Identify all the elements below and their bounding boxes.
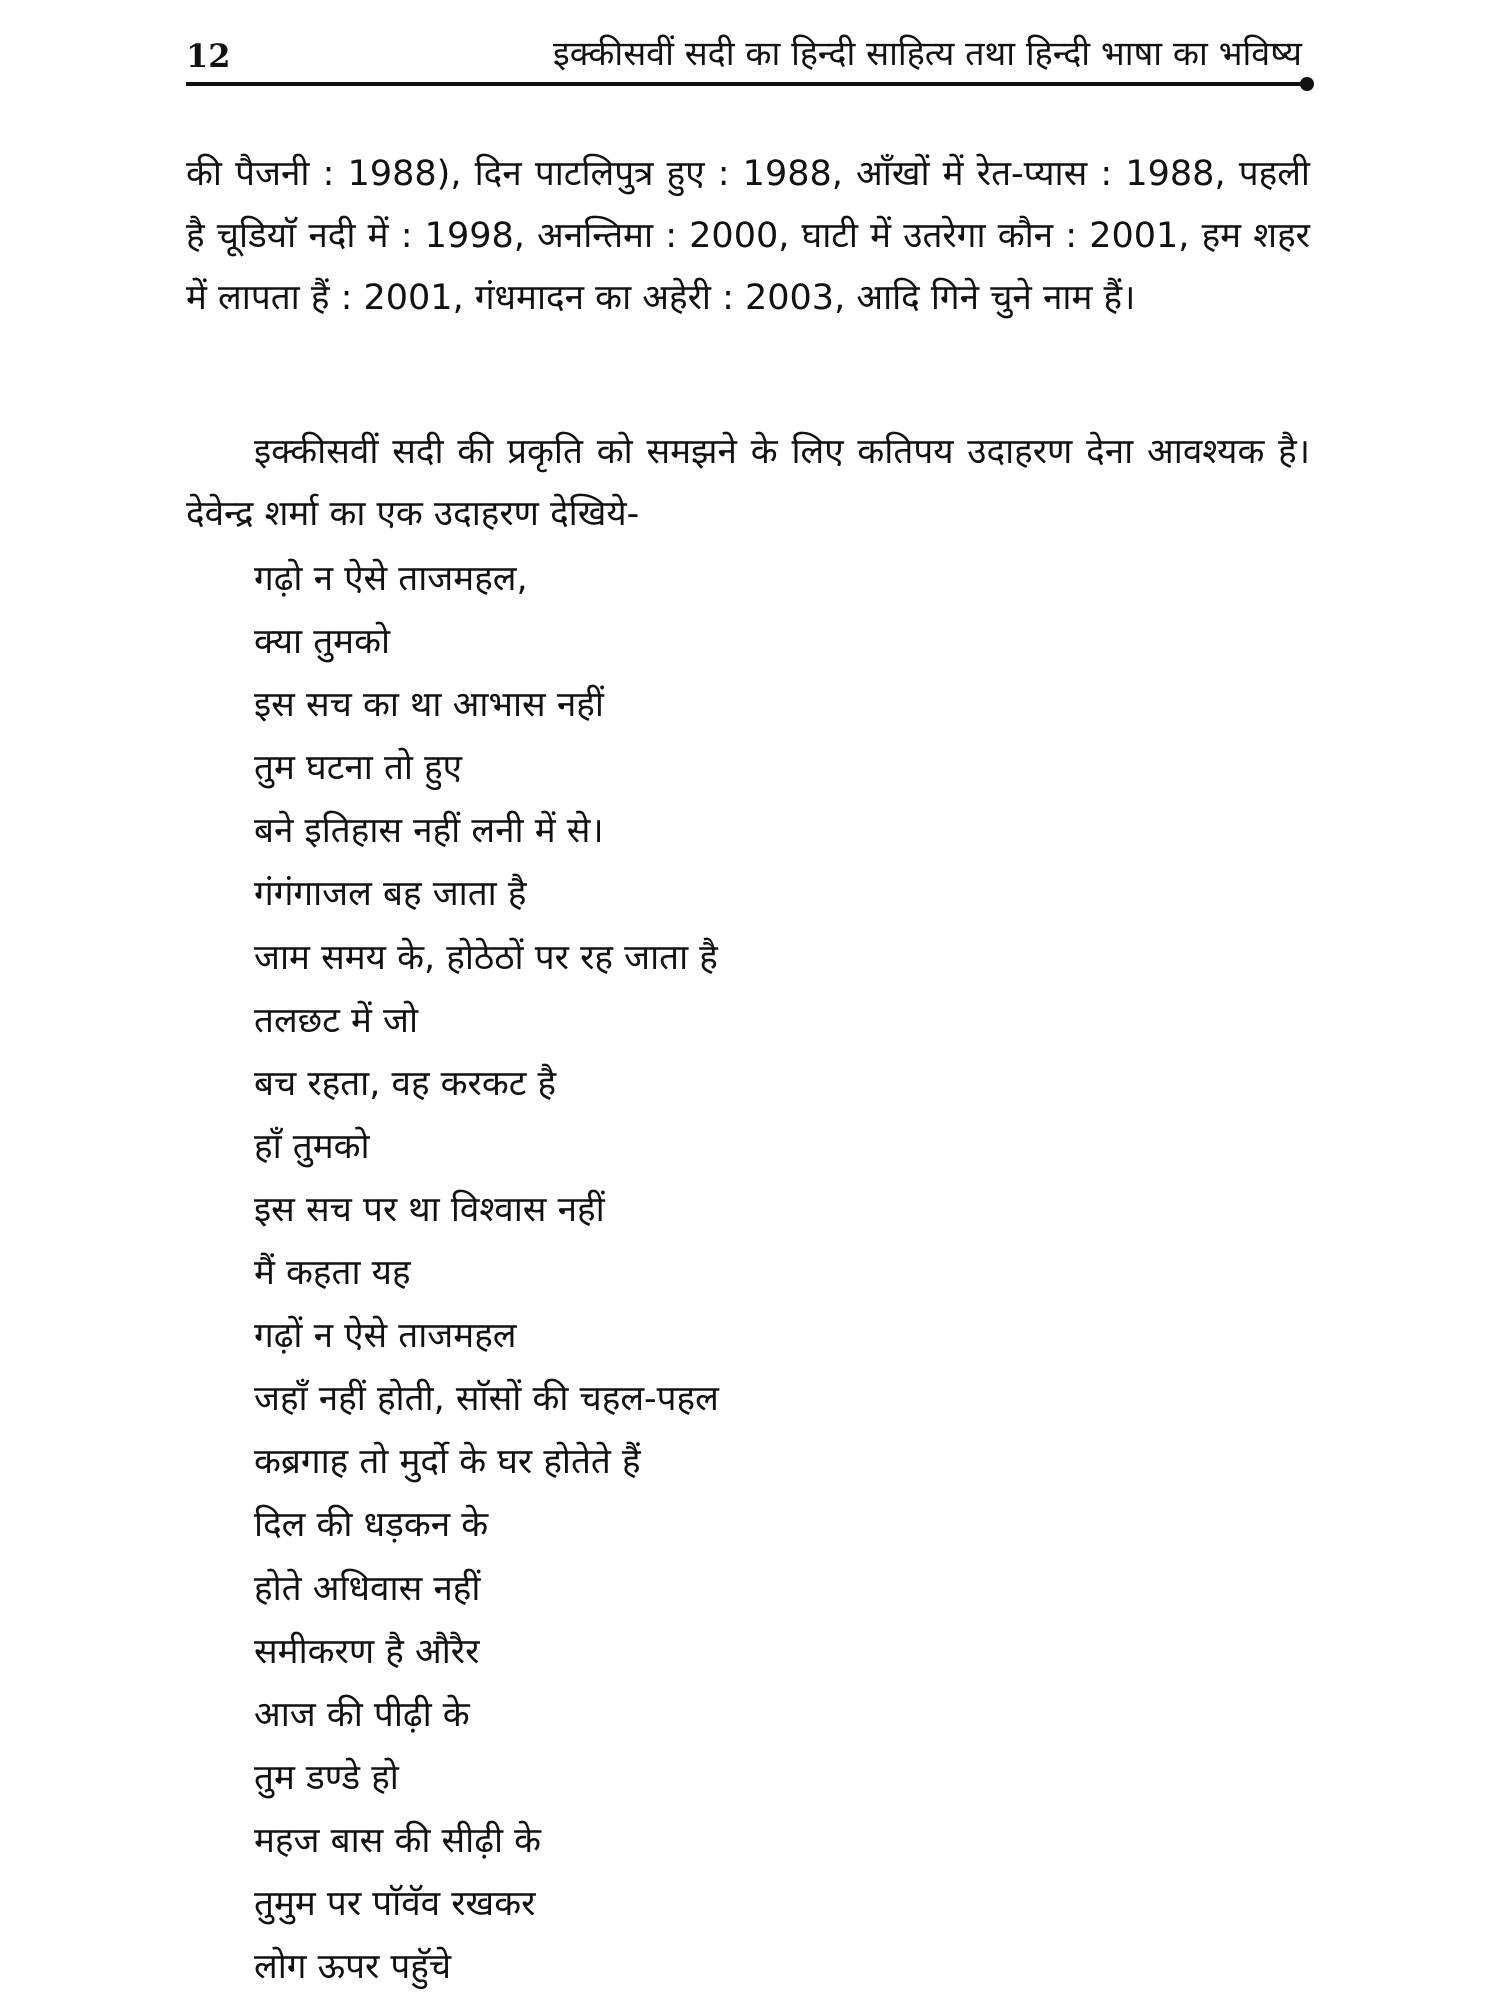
poem-line: तलछट में जो [254,1000,419,1041]
poem-line: तुम घटना तो हुए [254,748,463,789]
poem-line: कब्रगाह तो मुर्दो के घर होतेते हैं [254,1442,641,1483]
poem-line: जाम समय के, होठेठों पर रह जाता है [254,937,718,978]
poem-line: गढ़ों न ऐसे ताजमहल [254,1316,517,1357]
poem-line: हाँ तुमको [254,1126,370,1167]
poem-line: बने इतिहास नहीं लनी में से। [254,811,604,852]
poem-line: आज की पीढ़ी के [254,1694,470,1735]
paragraph-book-list: की पैजनी : 1988), दिन पाटलिपुत्र हुए : 1988, आँखों में रेत-प्यास : 1988, पहली है चूडियाॅ नदी में : 1998, अनन्तिमा : 2000, घाटी में उतरेगा कौन : 2001, हम शहर में लापता हैं : 2001, गंधमादन का अहेरी : 2003, आदि गिने चुने नाम हैं। [186,154,1310,318]
poem-line: मैं कहता यह [254,1253,411,1294]
running-title: इक्कीसवीं सदी का हिन्दी साहित्य तथा हिन्दी भाषा का भविष्य [553,34,1302,74]
header-rule-dot [1300,77,1314,91]
poem-line: गंगंगाजल बह जाता है [254,874,527,915]
poem-line: क्या तुमको [254,622,391,663]
poem-line: इस सच का था आभास नहीं [254,685,604,726]
poem-quote [254,548,1254,1999]
poem-line: इस सच पर था विश्वास नहीं [254,1189,605,1230]
poem-line: बच रहता, वह करकट है [254,1063,557,1104]
poem-line: तुम डण्डे हो [254,1757,399,1798]
page-header [186,28,1310,78]
header-rule [186,82,1306,86]
poem-line: होते अधिवास नहीं [254,1568,481,1609]
poem-line: तुमुम पर पाॅवॅव रखकर [254,1883,536,1924]
poem-line: जहाँ नहीं होती, साॅसों की चहल-पहल [254,1379,719,1420]
paragraph-introduction: इक्कीसवीं सदी की प्रकृति को समझने के लिए कतिपय उदाहरण देना आवश्यक है। देवेन्द्र शर्मा का एक उदाहरण देखिये- [186,432,1310,534]
poem-line: समीकरण है औरैर [254,1631,480,1672]
page-number: 12 [186,37,231,75]
poem-line: गढ़ो न ऐसे ताजमहल, [254,559,528,599]
poem-line: महज बास की सीढ़ी के [254,1820,542,1861]
poem-line: दिल की धड़कन के [254,1505,489,1546]
poem-line: लोग ऊपर पहुॅचे [254,1947,452,1988]
